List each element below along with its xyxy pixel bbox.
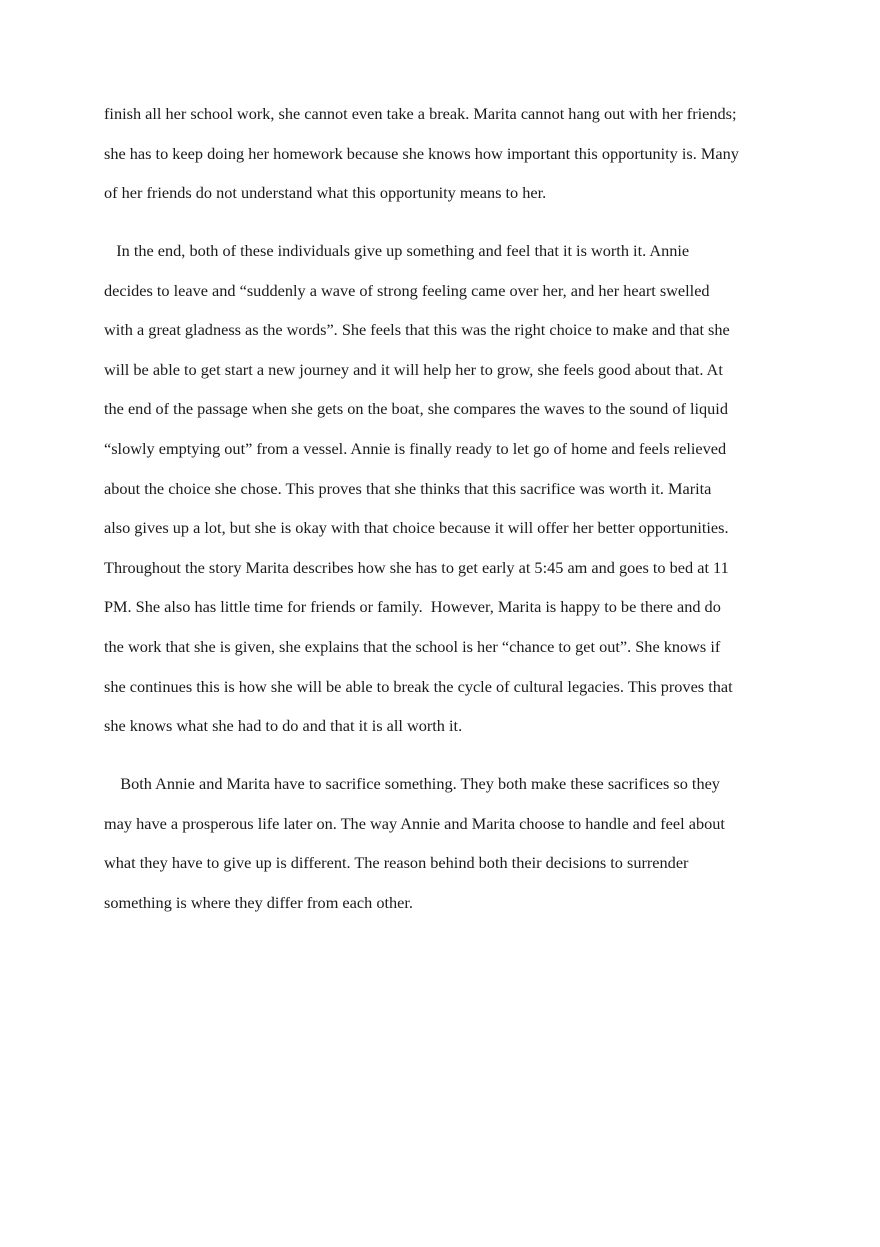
text-line: “slowly emptying out” from a vessel. Annie is finally ready to let go of home and feels relieved [104, 438, 727, 458]
text-line: Throughout the story Marita describes how she has to get early at 5:45 am and goes to bed at 11 [104, 557, 729, 577]
text-line: the work that she is given, she explains that the school is her “chance to get out”. She knows if [104, 636, 721, 656]
text-line: she continues this is how she will be able to break the cycle of cultural legacies. This proves that [104, 676, 733, 696]
text-line: something is where they differ from each other. [104, 892, 413, 912]
text-line: of her friends do not understand what this opportunity means to her. [104, 183, 547, 203]
text-line: also gives up a lot, but she is okay with that choice because it will offer her better opportunities. [104, 518, 729, 538]
text-line: with a great gladness as the words”. She feels that this was the right choice to make and that she [104, 320, 730, 340]
paragraph-1 [104, 94, 784, 213]
text-line: In the end, both of these individuals give up something and feel that it is worth it. Annie [104, 241, 690, 260]
text-line: finish all her school work, she cannot even take a break. Marita cannot hang out with her friends; [104, 104, 737, 123]
text-line: PM. She also has little time for friends or family. However, Marita is happy to be there and do [104, 597, 721, 617]
text-line: she has to keep doing her homework because she knows how important this opportunity is. Many [104, 143, 739, 163]
text-line: Both Annie and Marita have to sacrifice something. They both make these sacrifices so they [104, 774, 720, 793]
text-line: will be able to get start a new journey and it will help her to grow, she feels good about that. At [104, 359, 723, 379]
text-line: about the choice she chose. This proves that she thinks that this sacrifice was worth it. Marita [104, 478, 712, 498]
text-line: may have a prosperous life later on. The way Annie and Marita choose to handle and feel about [104, 813, 725, 833]
text-line: decides to leave and “suddenly a wave of strong feeling came over her, and her heart swelled [104, 280, 710, 300]
paragraph-2 [104, 231, 784, 746]
text-line: what they have to give up is different. The reason behind both their decisions to surrender [104, 853, 689, 873]
text-line: the end of the passage when she gets on the boat, she compares the waves to the sound of liquid [104, 399, 728, 419]
text-line: she knows what she had to do and that it is all worth it. [104, 716, 463, 736]
paragraph-3 [104, 764, 784, 922]
